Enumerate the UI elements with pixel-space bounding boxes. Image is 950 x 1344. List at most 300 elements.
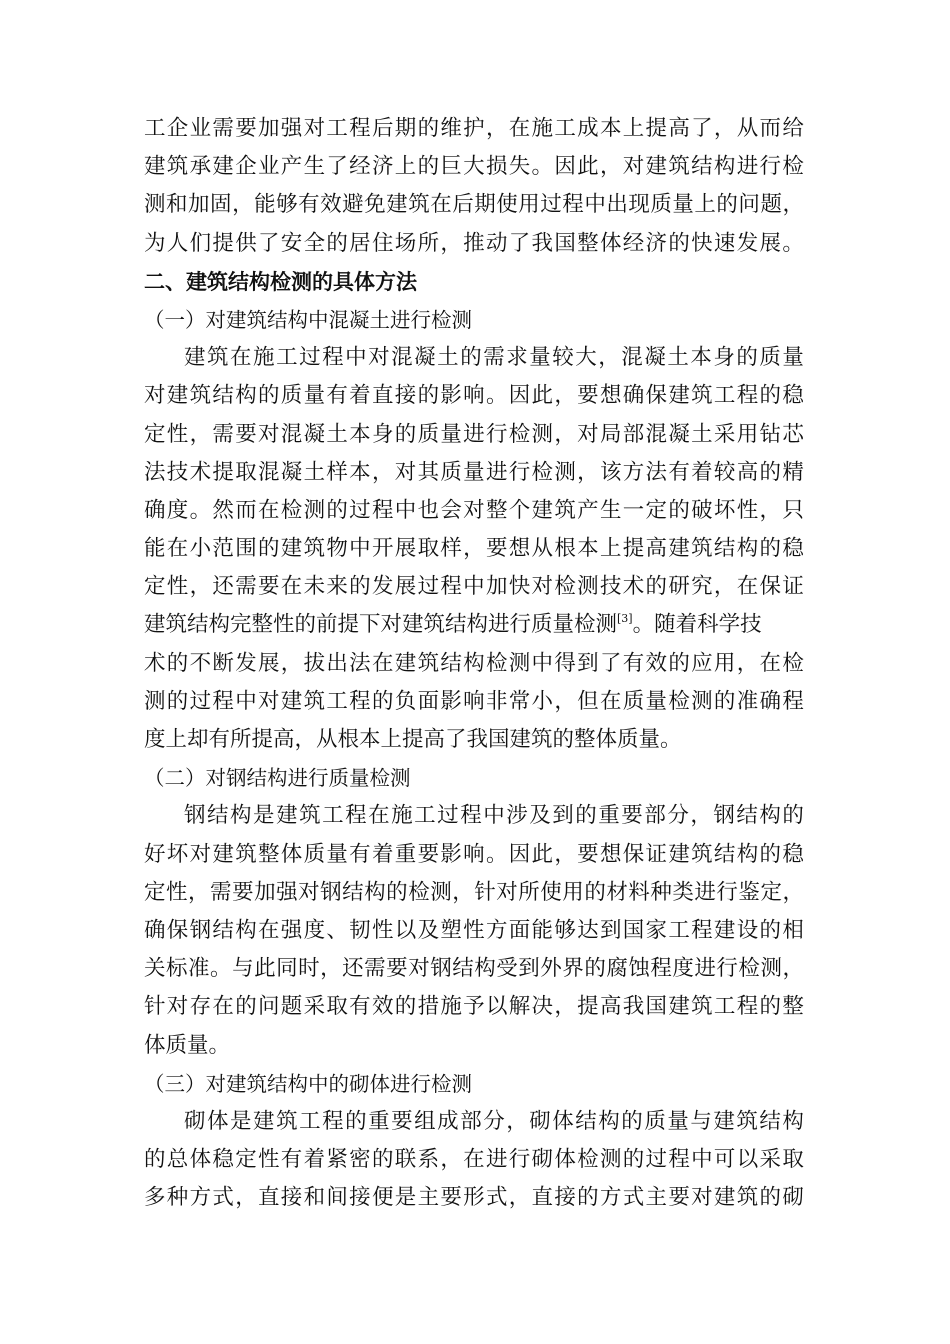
glyph: 要 (391, 1108, 413, 1134)
glyph: 检 (738, 956, 760, 982)
glyph: 建 (668, 536, 690, 562)
glyph: 主 (417, 1185, 440, 1211)
glyph: 性 (166, 574, 189, 600)
glyph: 对 (257, 688, 280, 714)
glyph: 凝 (280, 459, 303, 485)
glyph: 受 (496, 956, 518, 982)
glyph: 加 (257, 116, 280, 141)
glyph: 性 (463, 917, 485, 943)
glyph: 筑 (235, 841, 257, 867)
glyph: 济 (645, 230, 668, 256)
paragraph-line (144, 454, 804, 492)
glyph: 量 (645, 688, 668, 714)
glyph: 构 (235, 917, 257, 943)
glyph: 程 (322, 1108, 344, 1134)
glyph: 过 (437, 803, 459, 829)
glyph: 要 (257, 574, 280, 600)
glyph: 在 (759, 650, 782, 676)
glyph: 的 (257, 383, 280, 409)
glyph: 所 (417, 230, 440, 256)
glyph: 筑 (303, 688, 326, 714)
glyph: 对 (577, 421, 599, 447)
glyph: 术 (189, 459, 212, 485)
glyph: 结 (736, 803, 758, 829)
glyph: 部 (644, 803, 666, 829)
glyph: 只 (782, 497, 804, 523)
glyph: 还 (342, 956, 364, 982)
glyph: 的 (759, 994, 782, 1020)
glyph: 性 (166, 879, 188, 905)
glyph: 测 (144, 192, 166, 218)
glyph: 建 (668, 383, 690, 409)
glyph: 的 (166, 688, 189, 714)
glyph: 总 (166, 1147, 189, 1173)
glyph: 国 (554, 230, 576, 256)
glyph: 凝 (414, 345, 436, 371)
glyph: 非 (485, 688, 508, 714)
glyph: 展 (257, 650, 280, 676)
glyph: 进 (736, 154, 759, 180)
paragraph-line (144, 110, 804, 148)
glyph: 中 (483, 803, 505, 829)
glyph: 体 (599, 230, 622, 256)
glyph: 重 (394, 841, 417, 867)
glyph: 程 (349, 688, 371, 714)
glyph: 、 (326, 917, 348, 943)
glyph: 上 (599, 536, 622, 562)
glyph: 确 (144, 917, 166, 943)
glyph: 从 (736, 116, 759, 141)
glyph: 过 (189, 688, 212, 714)
glyph: 本 (690, 345, 712, 371)
glyph: 对 (368, 345, 390, 371)
glyph: ， (485, 116, 508, 141)
glyph: 上 (694, 192, 716, 218)
glyph: 建 (713, 917, 736, 943)
glyph: 相 (782, 917, 804, 943)
glyph: 中 (345, 345, 367, 371)
glyph: 安 (280, 230, 303, 256)
glyph: 效 (371, 994, 394, 1020)
glyph: 提 (645, 116, 668, 141)
glyph: 行 (508, 1147, 531, 1173)
glyph: 整 (257, 841, 280, 867)
glyph: 在 (736, 574, 759, 600)
glyph: 证 (782, 574, 804, 600)
glyph: 坏 (713, 497, 736, 523)
glyph: 重 (598, 803, 620, 829)
glyph: 蚀 (628, 956, 650, 982)
glyph: 有 (349, 841, 371, 867)
glyph: 证 (645, 841, 668, 867)
glyph: 以 (485, 994, 508, 1020)
glyph: 筑 (166, 154, 189, 180)
glyph: 对 (463, 497, 485, 523)
glyph: 质 (644, 1108, 666, 1134)
glyph: 要 (577, 841, 599, 867)
glyph: 结 (759, 1108, 781, 1134)
glyph: 影 (440, 841, 462, 867)
glyph: 此 (254, 956, 276, 982)
glyph: 对 (531, 574, 554, 600)
glyph: 样 (326, 459, 348, 485)
glyph: 砌 (531, 1147, 554, 1173)
glyph: 强 (276, 879, 298, 905)
glyph: 芯 (782, 421, 804, 447)
glyph: 结 (691, 154, 713, 180)
glyph: 。 (485, 383, 508, 409)
glyph: 应 (691, 650, 713, 676)
glyph: 定 (144, 879, 166, 905)
glyph: 还 (212, 574, 234, 600)
glyph: 的 (668, 497, 690, 523)
glyph: 的 (460, 345, 482, 371)
glyph: 检 (485, 650, 508, 676)
glyph: 大 (463, 154, 485, 180)
glyph: ， (506, 1108, 528, 1134)
glyph: 的 (345, 1108, 367, 1134)
glyph: ， (232, 192, 254, 218)
glyph: ， (554, 383, 576, 409)
glyph: 混 (645, 421, 668, 447)
glyph: 工 (414, 803, 436, 829)
glyph: 分 (483, 1108, 505, 1134)
glyph: 工 (326, 116, 348, 141)
glyph: 要 (440, 1185, 462, 1211)
glyph: 结 (452, 956, 474, 982)
paragraph-line (144, 950, 804, 988)
glyph: ， (280, 650, 303, 676)
glyph: 到 (599, 917, 622, 943)
glyph: 有 (349, 994, 371, 1020)
glyph: 想 (599, 841, 622, 867)
glyph: 工 (668, 917, 690, 943)
glyph: 的 (645, 574, 668, 600)
glyph: 够 (554, 917, 576, 943)
glyph: 取 (235, 459, 257, 485)
glyph: 组 (414, 1108, 436, 1134)
glyph: 构 (598, 1108, 620, 1134)
glyph: 问 (257, 994, 280, 1020)
glyph: 现 (628, 192, 650, 218)
glyph: 部 (460, 1108, 482, 1134)
glyph: 动 (485, 230, 508, 256)
glyph: 推 (463, 230, 485, 256)
glyph: 建 (394, 650, 417, 676)
glyph: 法 (645, 459, 668, 485)
glyph: 成 (437, 1108, 459, 1134)
glyph: ， (508, 1185, 531, 1211)
glyph: 检 (531, 459, 554, 485)
glyph: 砌 (529, 1108, 551, 1134)
glyph: 着 (371, 841, 394, 867)
glyph: 有 (280, 1147, 303, 1173)
glyph: 量 (782, 345, 804, 371)
glyph: 人 (166, 230, 189, 256)
glyph: 工 (276, 345, 298, 371)
glyph: 从 (531, 536, 554, 562)
glyph: 取 (326, 994, 348, 1020)
glyph: 速 (713, 230, 736, 256)
glyph: 建 (713, 1108, 735, 1134)
glyph: 国 (622, 917, 645, 943)
glyph: 直 (371, 383, 394, 409)
glyph: 建 (212, 841, 234, 867)
glyph: ， (554, 841, 576, 867)
glyph: 筑 (691, 536, 713, 562)
glyph: 构 (474, 956, 496, 982)
glyph: 对 (622, 154, 645, 180)
line-text: （一）对建筑结构中混凝土进行检测 (144, 307, 472, 332)
glyph: 建 (668, 841, 690, 867)
glyph: 施 (391, 803, 413, 829)
glyph: ， (463, 536, 485, 562)
glyph: 想 (599, 383, 622, 409)
glyph: 着 (303, 1147, 326, 1173)
glyph: 进 (694, 956, 716, 982)
glyph: 够 (276, 192, 298, 218)
glyph: 我 (531, 230, 554, 256)
glyph: 程 (562, 192, 584, 218)
glyph: 程 (212, 688, 234, 714)
glyph: 场 (394, 230, 417, 256)
glyph: 工 (299, 1108, 321, 1134)
glyph: ， (554, 688, 576, 714)
glyph: 量 (303, 383, 326, 409)
glyph: 整 (485, 497, 508, 523)
glyph: 而 (235, 497, 257, 523)
glyph: 了 (257, 230, 280, 256)
glyph: 中 (584, 192, 606, 218)
glyph: 措 (417, 994, 440, 1020)
glyph: 中 (349, 536, 371, 562)
glyph: 筑 (691, 994, 713, 1020)
glyph: 工 (713, 994, 736, 1020)
glyph: 性 (257, 1147, 280, 1173)
glyph: 要 (232, 879, 254, 905)
glyph: 行 (485, 421, 508, 447)
glyph: 的 (782, 803, 804, 829)
glyph: 度 (672, 956, 694, 982)
glyph: 此 (531, 841, 554, 867)
glyph: 了 (599, 650, 622, 676)
glyph: 产 (577, 497, 599, 523)
glyph: 解 (508, 994, 531, 1020)
glyph: 构 (736, 841, 759, 867)
glyph: 在 (371, 650, 394, 676)
glyph: 系 (417, 1147, 440, 1173)
glyph: 期 (394, 116, 417, 141)
glyph: 的 (584, 879, 606, 905)
glyph: 经 (622, 230, 645, 256)
glyph: 检 (782, 154, 804, 180)
glyph: 体 (552, 1108, 574, 1134)
glyph: ， (713, 116, 736, 141)
glyph: 与 (232, 956, 254, 982)
glyph: 一 (622, 497, 645, 523)
subsection-heading (144, 1065, 804, 1103)
glyph: 混 (280, 421, 303, 447)
glyph: 保 (622, 841, 645, 867)
glyph: 方 (622, 459, 645, 485)
glyph: 不 (189, 650, 212, 676)
glyph: 性 (736, 497, 759, 523)
paragraph-line (144, 492, 804, 530)
glyph: 此 (531, 383, 554, 409)
glyph: 是 (394, 1185, 417, 1211)
glyph: 的 (584, 956, 606, 982)
glyph: 筑 (276, 1108, 298, 1134)
paragraph-line (144, 416, 804, 454)
glyph: 在 (257, 917, 280, 943)
glyph: 施 (531, 116, 554, 141)
paragraph-first-line (144, 1103, 804, 1141)
glyph: 展 (394, 536, 417, 562)
glyph: ， (713, 574, 736, 600)
glyph: ， (554, 421, 576, 447)
glyph: 护 (463, 116, 485, 141)
glyph: 涉 (506, 803, 528, 829)
glyph: 定 (144, 421, 166, 447)
glyph: 方 (189, 1185, 212, 1211)
glyph: 高 (645, 536, 668, 562)
glyph: 构 (782, 1108, 804, 1134)
glyph: 有 (668, 459, 690, 485)
glyph: 施 (253, 345, 275, 371)
glyph: 提 (577, 994, 599, 1020)
glyph: 和 (303, 1185, 326, 1211)
glyph: 面 (417, 688, 440, 714)
glyph: ， (452, 879, 474, 905)
glyph: 范 (212, 536, 234, 562)
glyph: 准 (736, 688, 759, 714)
glyph: 进 (485, 1147, 508, 1173)
glyph: 韧 (349, 917, 371, 943)
glyph: 予 (463, 994, 485, 1020)
glyph: 的 (759, 841, 782, 867)
glyph: 其 (417, 459, 440, 485)
glyph: 快 (508, 574, 531, 600)
glyph: 建 (253, 1108, 275, 1134)
glyph: 的 (386, 879, 408, 905)
glyph: 体 (189, 1147, 212, 1173)
glyph: 住 (371, 230, 394, 256)
glyph: 为 (144, 230, 166, 256)
glyph: ， (782, 879, 804, 905)
glyph: 能 (254, 192, 276, 218)
glyph: 居 (349, 230, 371, 256)
glyph: 稳 (782, 841, 804, 867)
line-text: 建筑结构完整性的前提下对建筑结构进行质量检测 (144, 612, 618, 638)
paragraph-line (144, 606, 804, 644)
glyph: 负 (394, 688, 417, 714)
glyph: 损 (485, 154, 508, 180)
glyph: 断 (212, 650, 234, 676)
glyph: 生 (599, 497, 622, 523)
glyph: 家 (645, 917, 668, 943)
glyph: 产 (280, 154, 303, 180)
glyph: 经 (349, 154, 371, 180)
glyph: 建 (276, 803, 298, 829)
glyph: 检 (668, 688, 690, 714)
glyph: 的 (716, 192, 738, 218)
glyph: 有 (326, 383, 348, 409)
glyph: 高 (736, 459, 759, 485)
glyph: 部 (622, 421, 645, 447)
glyph: 中 (463, 574, 485, 600)
glyph: 企 (235, 154, 257, 180)
glyph: 而 (759, 116, 782, 141)
glyph: 未 (303, 574, 326, 600)
glyph: 的 (759, 536, 782, 562)
glyph: 工 (322, 803, 344, 829)
glyph: 企 (166, 116, 189, 141)
glyph: 构 (463, 650, 485, 676)
glyph: 然 (212, 497, 234, 523)
glyph: 在 (166, 536, 189, 562)
glyph: 关 (144, 956, 166, 982)
line-text: 二、建筑结构检测的具体方法 (144, 269, 417, 294)
glyph: 度 (166, 497, 189, 523)
glyph: 法 (144, 459, 166, 485)
glyph: 的 (235, 994, 257, 1020)
glyph: 要 (417, 841, 440, 867)
subsection-heading (144, 759, 804, 797)
glyph: 提 (212, 459, 234, 485)
glyph: 建 (280, 536, 303, 562)
glyph: 发 (371, 574, 394, 600)
glyph: 需 (212, 116, 234, 141)
glyph: 土 (326, 421, 348, 447)
glyph: 能 (144, 536, 166, 562)
glyph: 业 (189, 116, 212, 141)
glyph: 来 (326, 574, 348, 600)
glyph: 在 (430, 192, 452, 218)
glyph: 建 (531, 497, 554, 523)
glyph: 问 (738, 192, 760, 218)
glyph: 加 (485, 574, 508, 600)
glyph: 钢 (430, 956, 452, 982)
glyph: 种 (166, 1185, 189, 1211)
glyph: 后 (371, 116, 394, 141)
glyph: ， (599, 154, 622, 180)
glyph: 过 (349, 497, 371, 523)
glyph: 的 (144, 1147, 166, 1173)
glyph: 土 (667, 345, 689, 371)
glyph: 标 (166, 956, 188, 982)
section-heading (144, 263, 804, 301)
glyph: 出 (606, 192, 628, 218)
glyph: 工 (326, 688, 348, 714)
glyph: 检 (782, 650, 804, 676)
glyph: 的 (759, 917, 782, 943)
glyph: 整 (782, 994, 804, 1020)
glyph: ， (371, 459, 394, 485)
glyph: 建 (212, 154, 234, 180)
glyph: 稳 (782, 536, 804, 562)
glyph: ， (440, 1147, 462, 1173)
glyph: 钢 (189, 917, 212, 943)
glyph: 究 (691, 574, 713, 600)
glyph: 是 (253, 803, 275, 829)
glyph: 测 (303, 497, 326, 523)
paragraph-line (144, 874, 804, 912)
glyph: ， (598, 345, 620, 371)
glyph: 用 (713, 650, 736, 676)
glyph: 行 (716, 956, 738, 982)
glyph: 外 (540, 956, 562, 982)
glyph: 术 (144, 650, 166, 676)
